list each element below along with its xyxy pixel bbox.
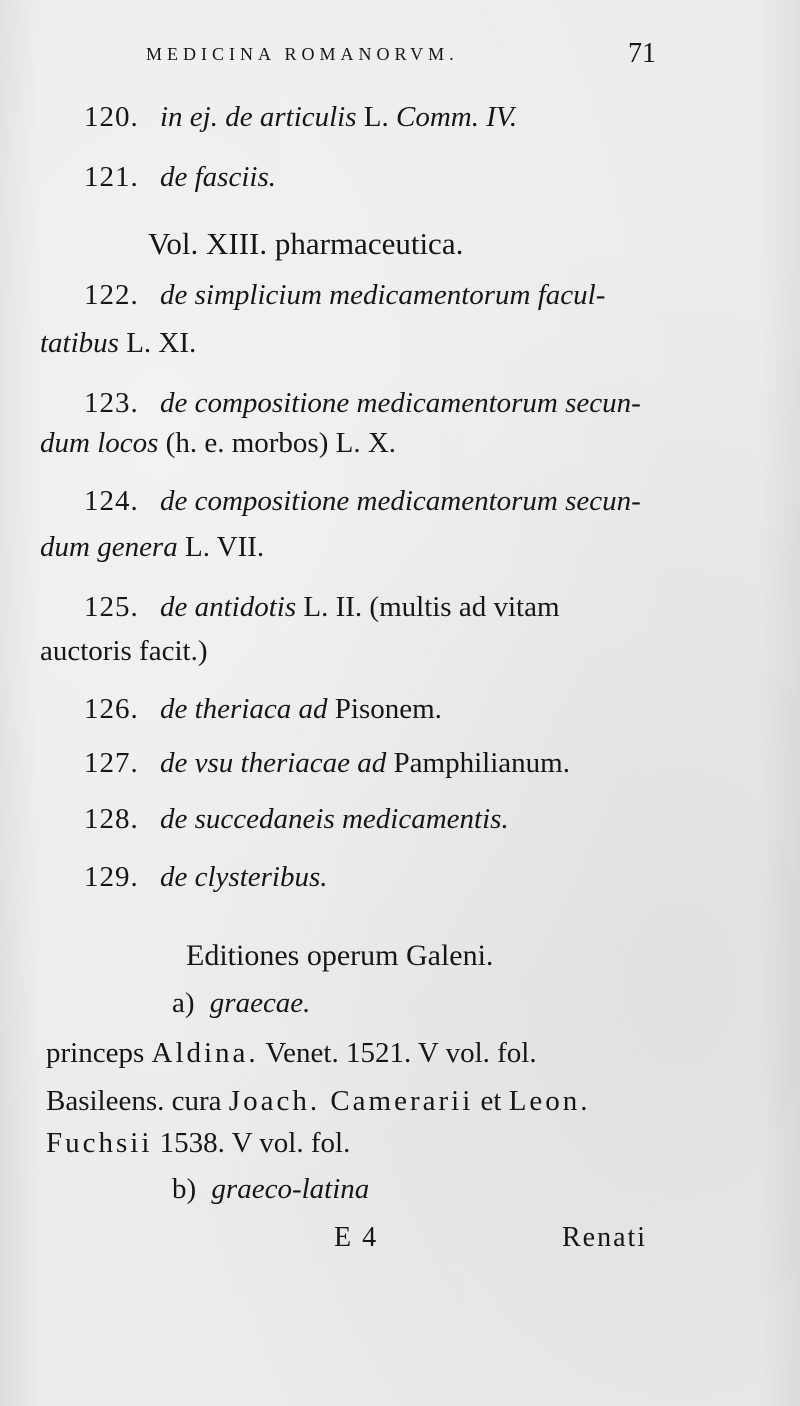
editions-heading: Editiones operum Galeni. bbox=[186, 939, 494, 972]
sub-label: a) bbox=[172, 987, 195, 1019]
entry-125 bbox=[84, 590, 560, 624]
editions-subheading-b bbox=[172, 1172, 369, 1206]
entry-number: 123. bbox=[84, 387, 139, 419]
edition-editor: Joach. Camerarii bbox=[228, 1085, 474, 1117]
sub-label: b) bbox=[172, 1173, 197, 1205]
edition-editor: Fuchsii bbox=[46, 1127, 153, 1159]
entry-124-cont bbox=[40, 530, 264, 564]
entry-comm: Comm. IV. bbox=[396, 101, 518, 133]
entry-dedicatee: Pamphilianum. bbox=[386, 747, 570, 779]
entry-127 bbox=[84, 746, 570, 780]
entry-title: de compositione medicamentorum secun- bbox=[160, 387, 641, 419]
edition-text: Basileens. cura bbox=[46, 1085, 229, 1117]
edition-line-3 bbox=[46, 1126, 350, 1160]
edition-line-1 bbox=[46, 1036, 537, 1070]
entry-title-cont: dum genera bbox=[40, 531, 178, 563]
entry-title: de succedaneis medicamentis. bbox=[160, 803, 509, 835]
entry-129 bbox=[84, 860, 328, 894]
entry-title: de simplicium medicamentorum facul- bbox=[160, 279, 606, 311]
entry-book: L. VII. bbox=[177, 531, 265, 563]
entry-123 bbox=[84, 386, 641, 420]
entry-number: 125. bbox=[84, 591, 139, 623]
entry-124 bbox=[84, 484, 641, 518]
entry-number: 121. bbox=[84, 161, 139, 193]
entry-123-cont bbox=[40, 426, 396, 460]
entry-book: L. XI. bbox=[118, 327, 197, 359]
entry-title: de antidotis bbox=[160, 591, 297, 623]
entry-121 bbox=[84, 160, 276, 194]
entry-number: 120. bbox=[84, 101, 139, 133]
entry-120 bbox=[84, 100, 517, 134]
entry-title-cont: tatibus bbox=[40, 327, 119, 359]
entry-book: L. II. (multis ad vitam bbox=[296, 591, 560, 623]
catchword: Renati bbox=[562, 1222, 648, 1253]
entry-title-cont: dum locos bbox=[40, 427, 159, 459]
signature-mark: E 4 bbox=[334, 1222, 379, 1253]
entry-122-cont bbox=[40, 326, 196, 360]
entry-title: de fasciis. bbox=[160, 161, 276, 193]
entry-dedicatee: Pisonem. bbox=[327, 693, 442, 725]
entry-note: auctoris facit.) bbox=[40, 635, 208, 667]
edition-printer: Aldina. bbox=[151, 1037, 259, 1069]
entry-number: 127. bbox=[84, 747, 139, 779]
edition-details: 1538. V vol. fol. bbox=[152, 1127, 351, 1159]
edition-text: et bbox=[473, 1085, 509, 1117]
entry-number: 124. bbox=[84, 485, 139, 517]
editions-subheading-a bbox=[172, 986, 310, 1020]
entry-title: in ej. de articulis bbox=[160, 101, 357, 133]
entry-number: 126. bbox=[84, 693, 139, 725]
entry-title: de compositione medicamentorum secun- bbox=[160, 485, 641, 517]
entry-122 bbox=[84, 278, 605, 312]
edition-editor: Leon. bbox=[508, 1085, 591, 1117]
running-title: MEDICINA ROMANORVM. bbox=[146, 44, 459, 64]
entry-128 bbox=[84, 802, 509, 836]
edition-text: princeps bbox=[46, 1037, 152, 1069]
edition-details: Venet. 1521. V vol. fol. bbox=[258, 1037, 537, 1069]
entry-number: 128. bbox=[84, 803, 139, 835]
section-heading: Vol. XIII. pharmaceutica. bbox=[148, 226, 464, 261]
entry-book: L. bbox=[356, 101, 396, 133]
entry-title: de vsu theriacae ad bbox=[160, 747, 387, 779]
edition-line-2 bbox=[46, 1084, 591, 1118]
entry-title: de theriaca ad bbox=[160, 693, 328, 725]
entry-number: 122. bbox=[84, 279, 139, 311]
entry-126 bbox=[84, 692, 442, 726]
entry-number: 129. bbox=[84, 861, 139, 893]
entry-125-cont bbox=[40, 634, 207, 668]
sub-title: graecae. bbox=[209, 987, 311, 1019]
entry-title: de clysteribus. bbox=[160, 861, 328, 893]
entry-book: (h. e. morbos) L. X. bbox=[158, 427, 397, 459]
page-number: 71 bbox=[628, 38, 656, 69]
sub-title: graeco-latina bbox=[211, 1173, 370, 1205]
